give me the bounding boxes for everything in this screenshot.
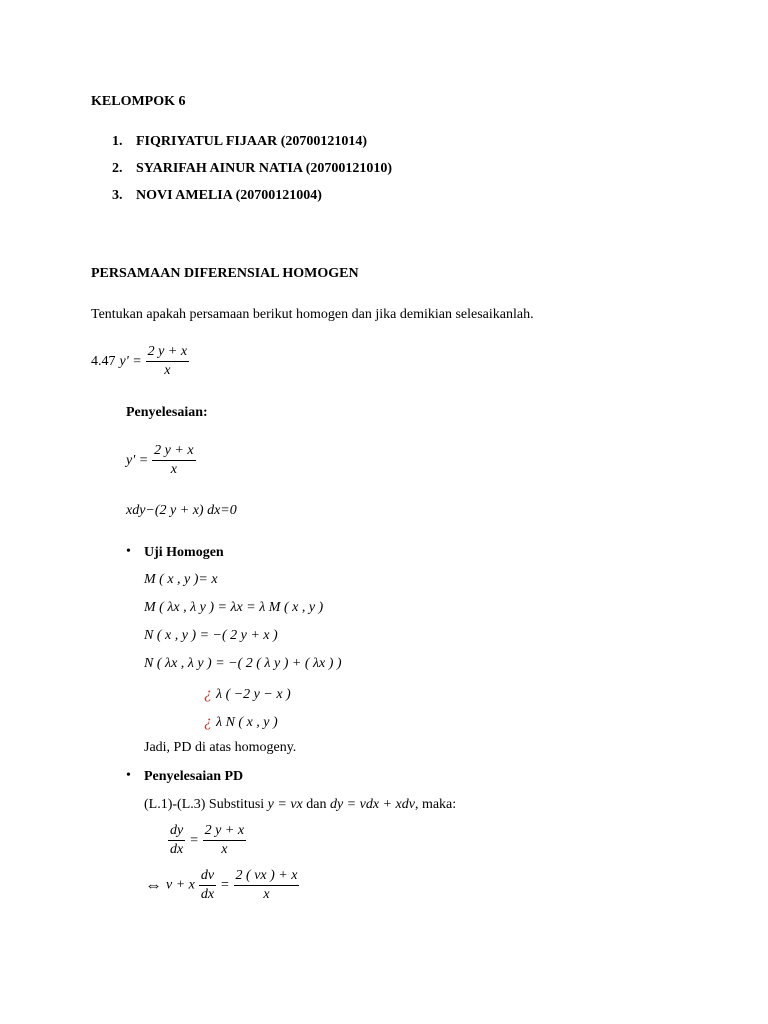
problem-equation (91, 343, 189, 380)
math-continuation (204, 685, 291, 703)
solution-title: Penyelesaian: (126, 405, 208, 420)
member-name: FIQRIYATUL FIJAAR (20700121014) (136, 134, 368, 149)
step-left-fraction (168, 822, 185, 859)
pd-step-1 (168, 822, 246, 859)
math-continuation (204, 713, 278, 731)
pd-step-2 (145, 867, 299, 904)
member-name: SYARIFAH AINUR NATIA (20700121010) (136, 161, 393, 176)
list-number: 3. (112, 188, 123, 203)
step-lhs: v + x (166, 877, 195, 893)
fraction-denominator: x (221, 842, 228, 857)
list-number: 2. (112, 161, 123, 176)
math-line: M ( λx , λ y ) = λx = λ M ( x , y ) (144, 600, 324, 615)
step-left-fraction (199, 867, 216, 904)
continuation-mark: ¿ (204, 713, 212, 730)
list-item (112, 161, 393, 177)
substitution-suffix: , maka: (414, 797, 457, 812)
equals-sign: = (189, 833, 199, 849)
continuation-text: λ N ( x , y ) (216, 715, 278, 730)
iff-icon: ⇔ (145, 875, 162, 895)
list-number: 1. (112, 134, 123, 149)
uji-homogen-title: Uji Homogen (144, 545, 224, 560)
fraction-numerator: 2 ( vx ) + x (234, 867, 300, 886)
fraction-numerator: dv (199, 867, 216, 886)
fraction-denominator: x (164, 363, 171, 378)
fraction-numerator: 2 y + x (146, 343, 189, 362)
fraction-denominator: x (170, 462, 177, 477)
step-right-fraction (234, 867, 300, 904)
fraction-numerator: dy (168, 822, 185, 841)
list-item (112, 188, 322, 204)
math-line: M ( x , y )= x (144, 572, 218, 587)
member-name: NOVI AMELIA (20700121004) (136, 188, 322, 203)
substitution-2: dy = vdx + xdv (329, 797, 415, 812)
bullet-icon: • (126, 544, 131, 559)
group-title: KELOMPOK 6 (91, 94, 186, 109)
instruction-text: Tentukan apakah persamaan berikut homogen dan jika demikian selesaikanlah. (91, 307, 534, 322)
equals-sign: = (220, 877, 230, 893)
fraction-denominator: dx (200, 887, 215, 902)
continuation-mark: ¿ (204, 685, 212, 702)
substitution-prefix: (L.1)-(L.3) Substitusi (144, 797, 265, 812)
substitution-line (144, 797, 456, 813)
list-item (112, 134, 368, 150)
math-line: N ( λx , λ y ) = −( 2 ( λ y ) + ( λx ) ) (144, 656, 342, 671)
bullet-icon: • (126, 768, 131, 783)
problem-number: 4.47 (91, 354, 116, 370)
conclusion-text: Jadi, PD di atas homogeny. (144, 740, 297, 755)
problem-lhs: y' = (119, 354, 142, 370)
fraction-numerator: 2 y + x (203, 822, 246, 841)
continuation-text: λ ( −2 y − x ) (216, 687, 291, 702)
fraction-numerator: 2 y + x (152, 442, 195, 461)
step-right-fraction (203, 822, 246, 859)
solution-equation-2: xdy−(2 y + x) dx=0 (126, 503, 237, 518)
problem-fraction (146, 343, 189, 380)
fraction-denominator: dx (170, 842, 184, 857)
equation-lhs: y' = (126, 453, 149, 469)
solution-equation-1 (126, 442, 196, 479)
math-line: N ( x , y ) = −( 2 y + x ) (144, 628, 278, 643)
section-title: PERSAMAAN DIFERENSIAL HOMOGEN (91, 266, 359, 281)
equation-fraction (152, 442, 195, 479)
substitution-dan: dan (306, 797, 327, 812)
penyelesaian-pd-title: Penyelesaian PD (144, 769, 244, 784)
substitution-1: y = vx (267, 797, 303, 812)
fraction-denominator: x (263, 887, 270, 902)
